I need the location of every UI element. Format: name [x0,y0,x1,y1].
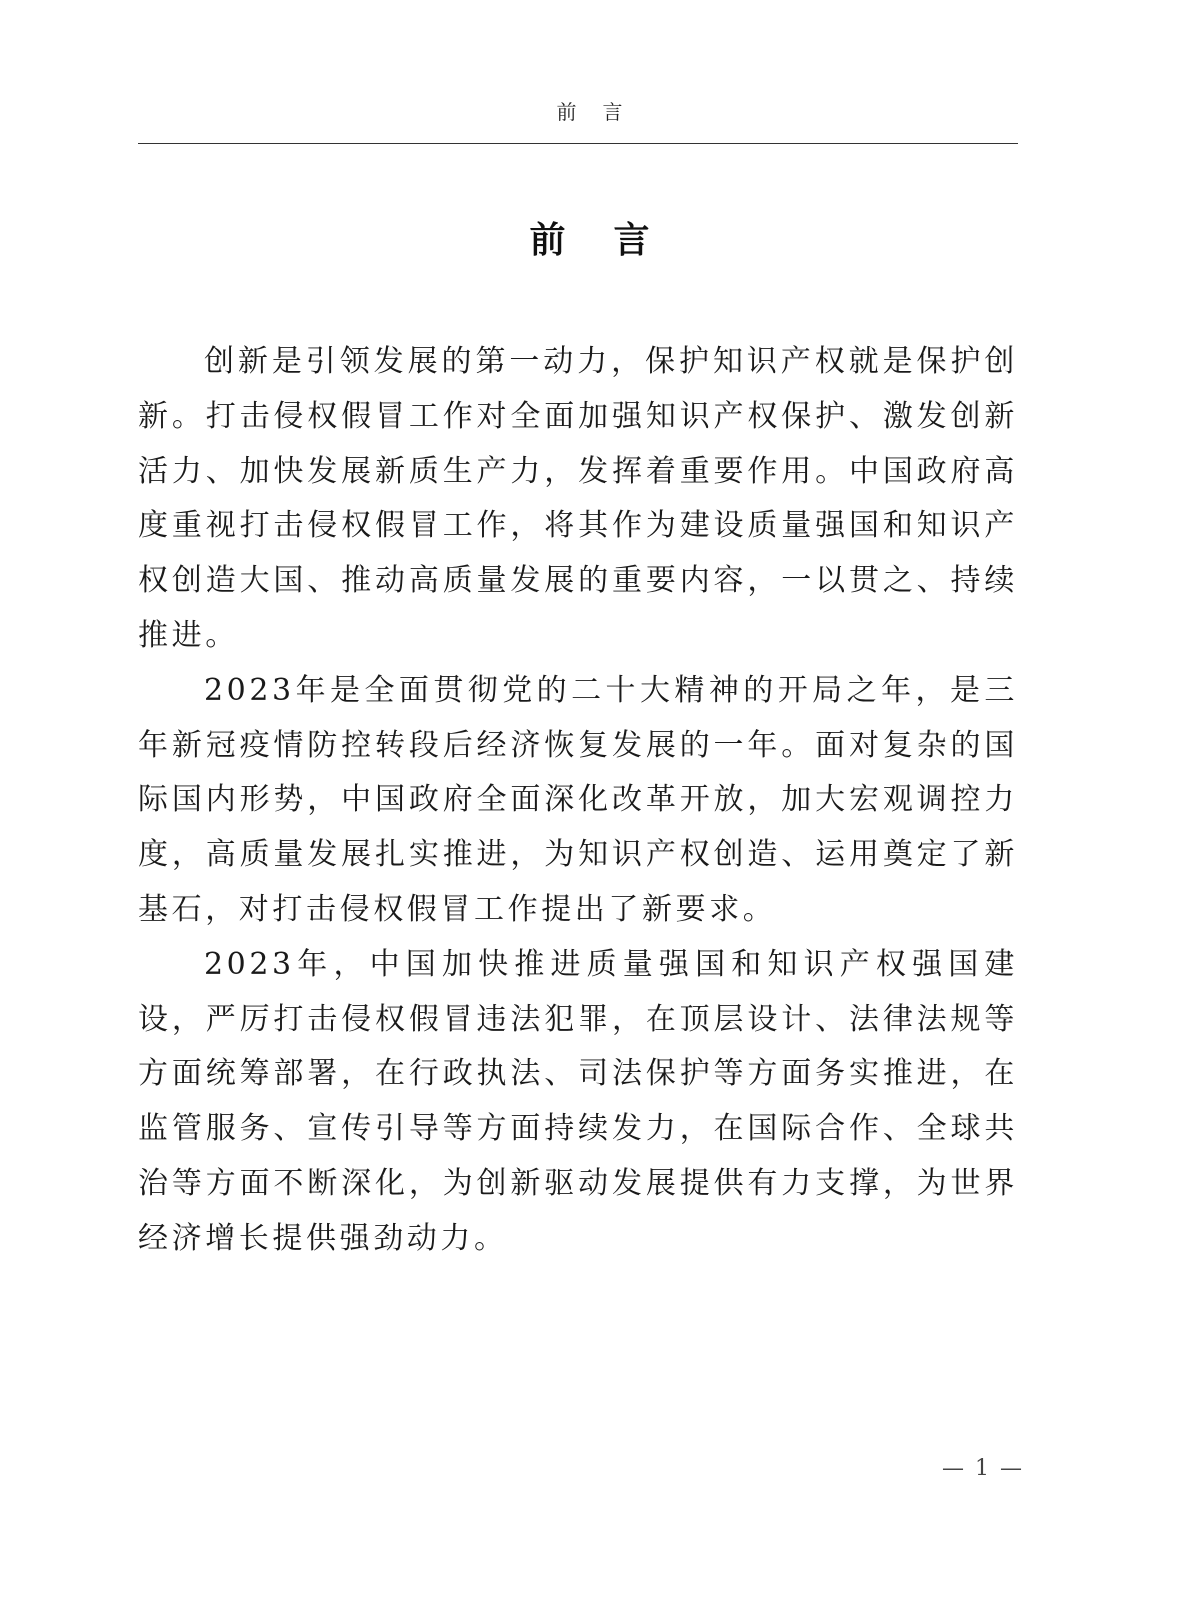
running-header: 前言 [556,100,649,124]
page-title: 前言 [529,220,698,261]
paragraph-1: 创新是引领发展的第一动力，保护知识产权就是保护创新。打击侵权假冒工作对全面加强知识产权保护、激发创新活力、加快发展新质生产力，发挥着重要作用。中国政府高度重视打击侵权假冒工作，将其作为建设质量强国和知识产权创造大国、推动高质量发展的重要内容，一以贯之、持续推进。 [138,344,1018,653]
header-divider [138,143,1018,144]
paragraph-2: 2023年是全面贯彻党的二十大精神的开局之年，是三年新冠疫情防控转段后经济恢复发展的一年。面对复杂的国际国内形势，中国政府全面深化改革开放，加大宏观调控力度，高质量发展扎实推进，为知识产权创造、运用奠定了新基石，对打击侵权假冒工作提出了新要求。 [138,672,1018,927]
page-number: — 1 — [942,1456,1024,1481]
body-text [138,335,1018,1267]
paragraph-3: 2023年，中国加快推进质量强国和知识产权强国建设，严厉打击侵权假冒违法犯罪，在顶层设计、法律法规等方面统筹部署，在行政执法、司法保护等方面务实推进，在监管服务、宣传引导等方面持续发力，在国际合作、全球共治等方面不断深化，为创新驱动发展提供有力支撑，为世界经济增长提供强劲动力。 [138,946,1018,1256]
